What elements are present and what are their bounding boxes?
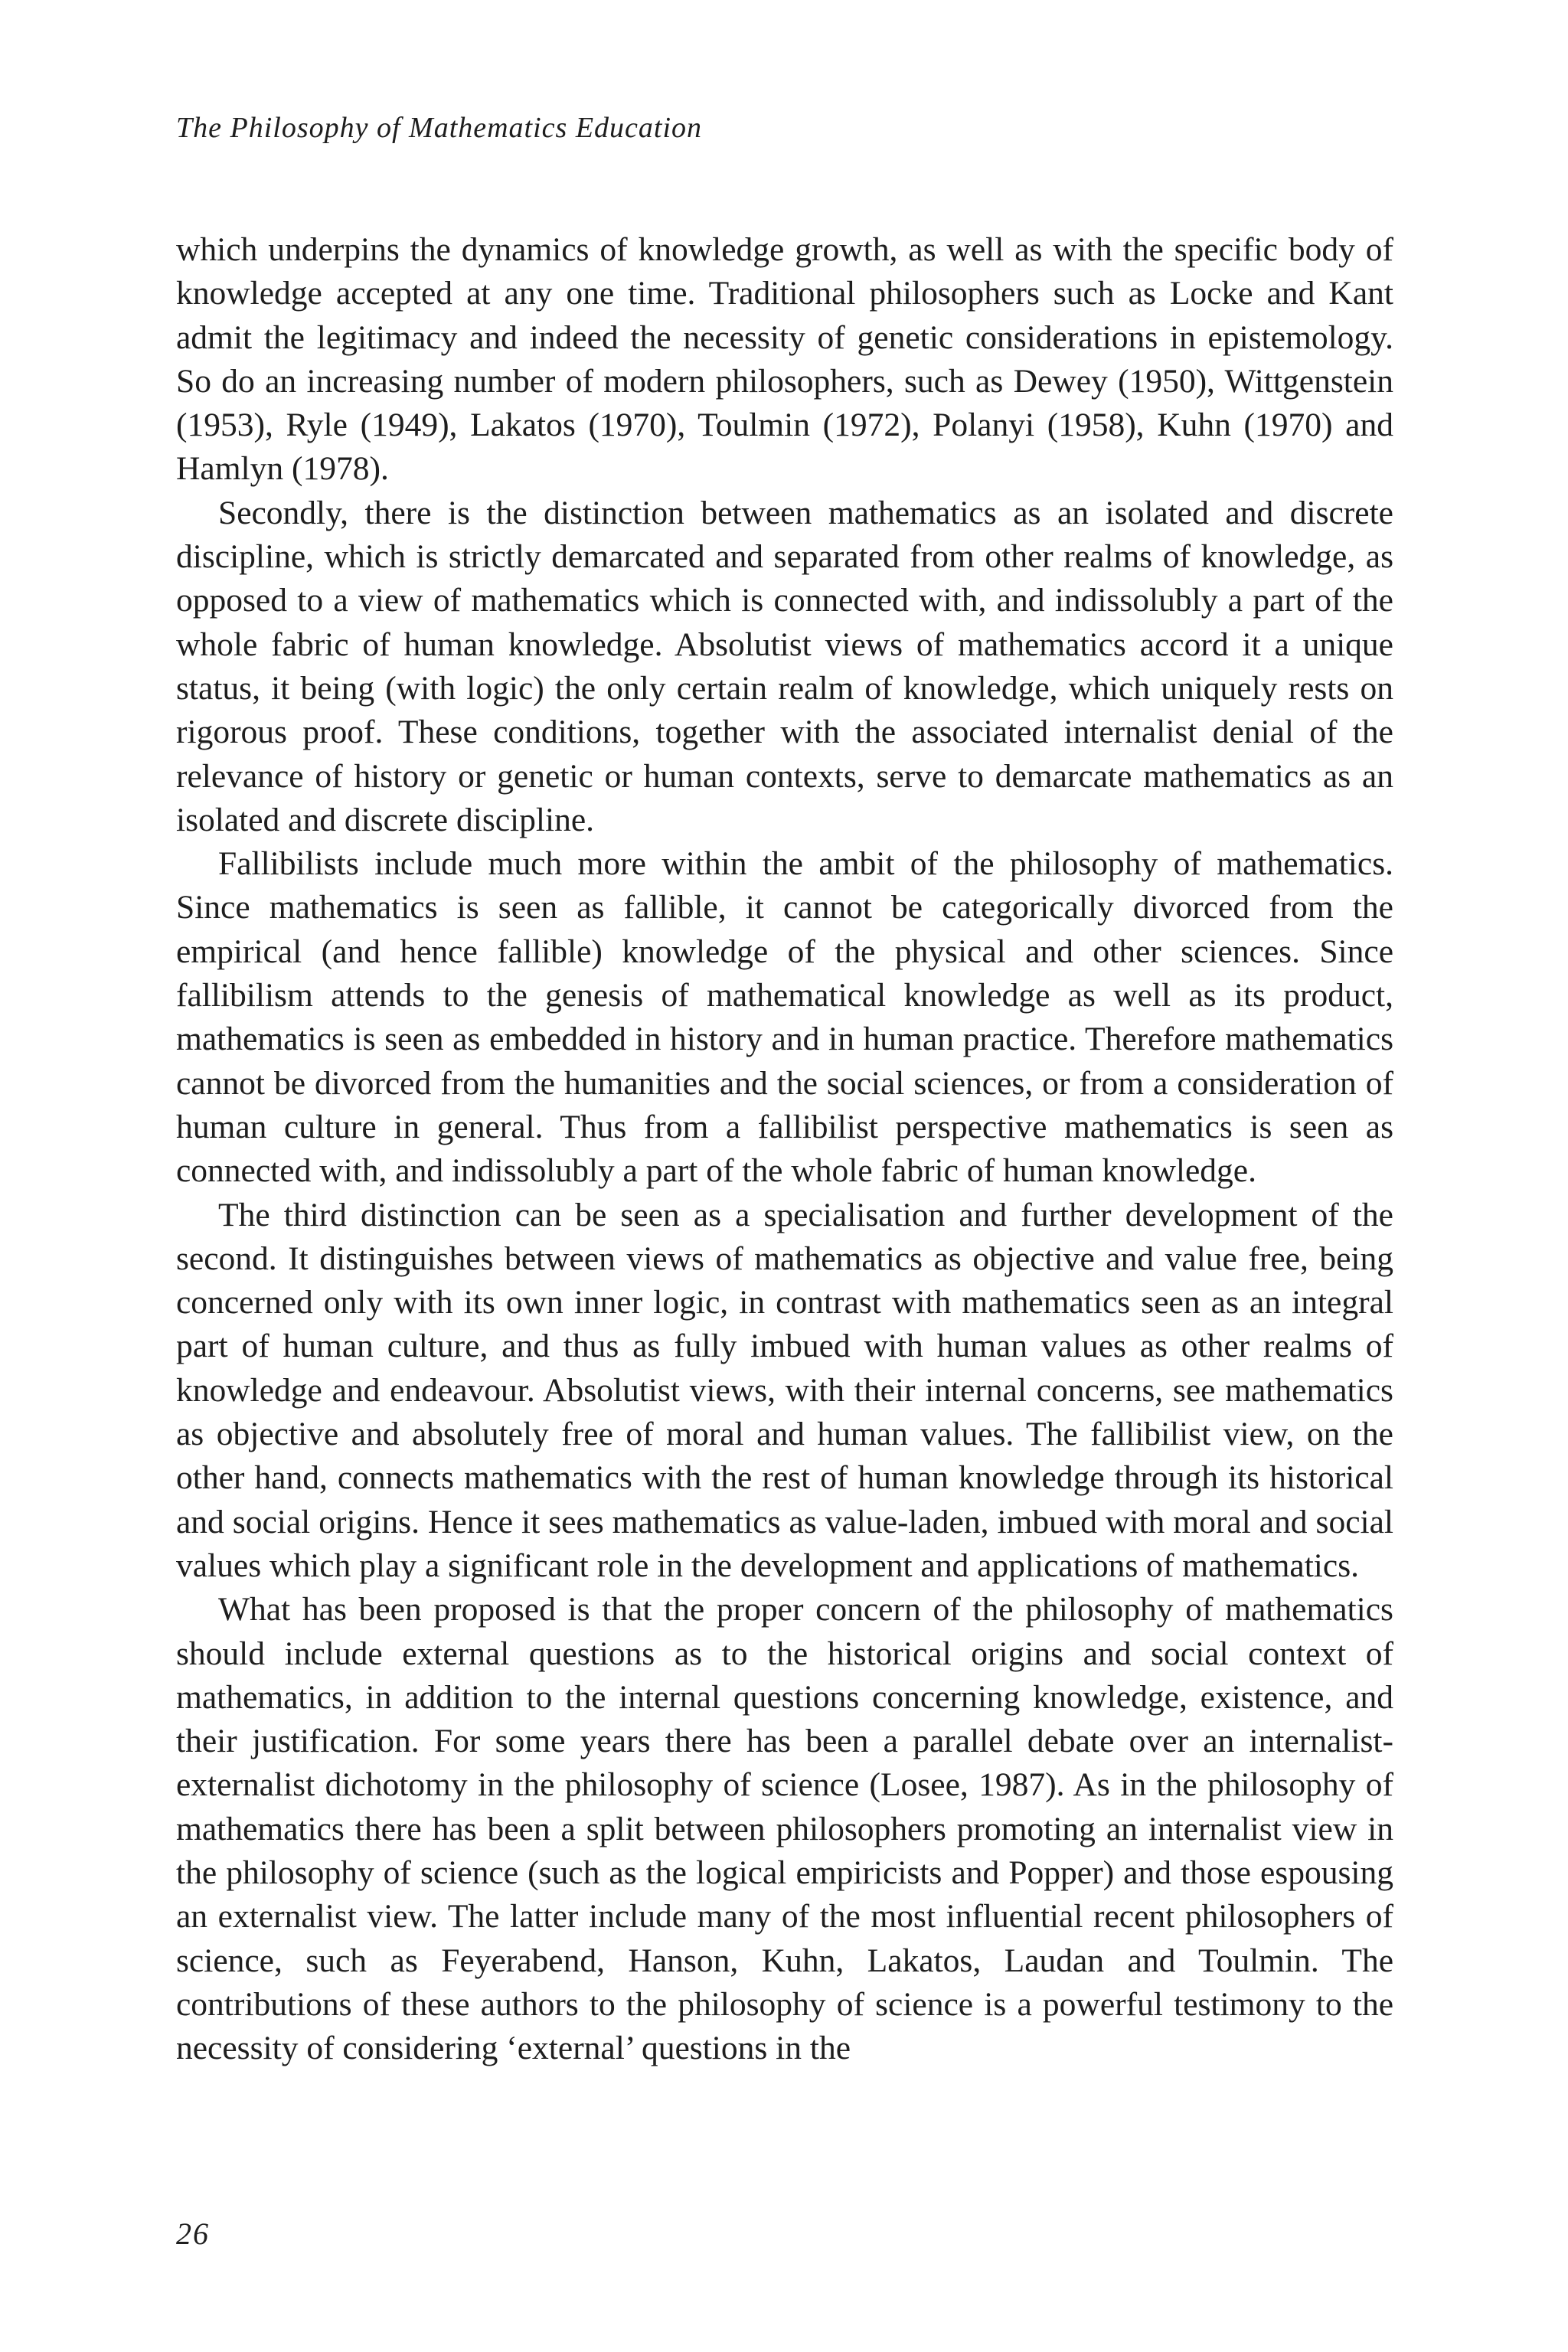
page-number: 26 xyxy=(176,2216,210,2251)
paragraph-proposal: What has been proposed is that the proper concern of the philosophy of mathematics should include external questions as to the historical origins and social context of mathematics, in addition to the internal questions concerning knowledge, existence, and their justification. For some years there has been a parallel debate over an internalist-externalist dichotomy in the philosophy of science (Losee, 1987). As in the philosophy of mathematics there has been a split between philosophers promoting an internalist view in the philosophy of science (such as the logical empiricists and Popper) and those espousing an externalist view. The latter include many of the most influential recent philosophers of science, such as Feyerabend, Hanson, Kuhn, Lakatos, Laudan and Toulmin. The contributions of these authors to the philosophy of science is a powerful testimony to the necessity of considering ‘external’ questions in the xyxy=(176,1591,1393,2067)
paragraph-fallibilists: Fallibilists include much more within the ambit of the philosophy of mathematics. Since mathematics is seen as fallible, it cannot be categorically divorced from the empirical (and hence fallible) knowledge of the physical and other sciences. Since fallibilism attends to the genesis of mathematical knowledge as well as its product, mathematics is seen as embedded in history and in human practice. Therefore mathematics cannot be divorced from the humanities and the social sciences, or from a consideration of human culture in general. Thus from a fallibilist perspective mathematics is seen as connected with, and indissolubly a part of the whole fabric of human knowledge. xyxy=(176,845,1393,1190)
paragraph-continued: which underpins the dynamics of knowledge growth, as well as with the specific body of knowledge accepted at any one time. Traditional philosophers such as Locke and Kant admit the legitimacy and indeed the necessity of genetic considerations in epistemology. So do an increasing number of modern philosophers, such as Dewey (1950), Wittgenstein (1953), Ryle (1949), Lakatos (1970), Toulmin (1972), Polanyi (1958), Kuhn (1970) and Hamlyn (1978). xyxy=(176,231,1393,488)
paragraph-third-distinction: The third distinction can be seen as a specialisation and further development of the second. It distinguishes between views of mathematics as objective and value free, being concerned only with its own inner logic, in contrast with mathematics seen as an integral part of human culture, and thus as fully imbued with human values as other realms of knowledge and endeavour. Absolutist views, with their internal concerns, see mathematics as objective and absolutely free of moral and human values. The fallibilist view, on the other hand, connects mathematics with the rest of human knowledge through its historical and social origins. Hence it sees mathematics as value-laden, imbued with moral and social values which play a significant role in the development and applications of mathematics. xyxy=(176,1196,1393,1584)
paragraph-second-distinction: Secondly, there is the distinction between mathematics as an isolated and discrete discipline, which is strictly demarcated and separated from other realms of knowledge, as opposed to a view of mathematics which is connected with, and indissolubly a part of the whole fabric of human knowledge. Absolutist views of mathematics accord it a unique status, it being (with logic) the only certain realm of knowledge, which uniquely rests on rigorous proof. These conditions, together with the associated internalist denial of the relevance of history or genetic or human contexts, serve to demarcate mathematics as an isolated and discrete discipline. xyxy=(176,494,1393,838)
body-text xyxy=(176,228,1393,2070)
running-head: The Philosophy of Mathematics Education xyxy=(176,112,703,144)
